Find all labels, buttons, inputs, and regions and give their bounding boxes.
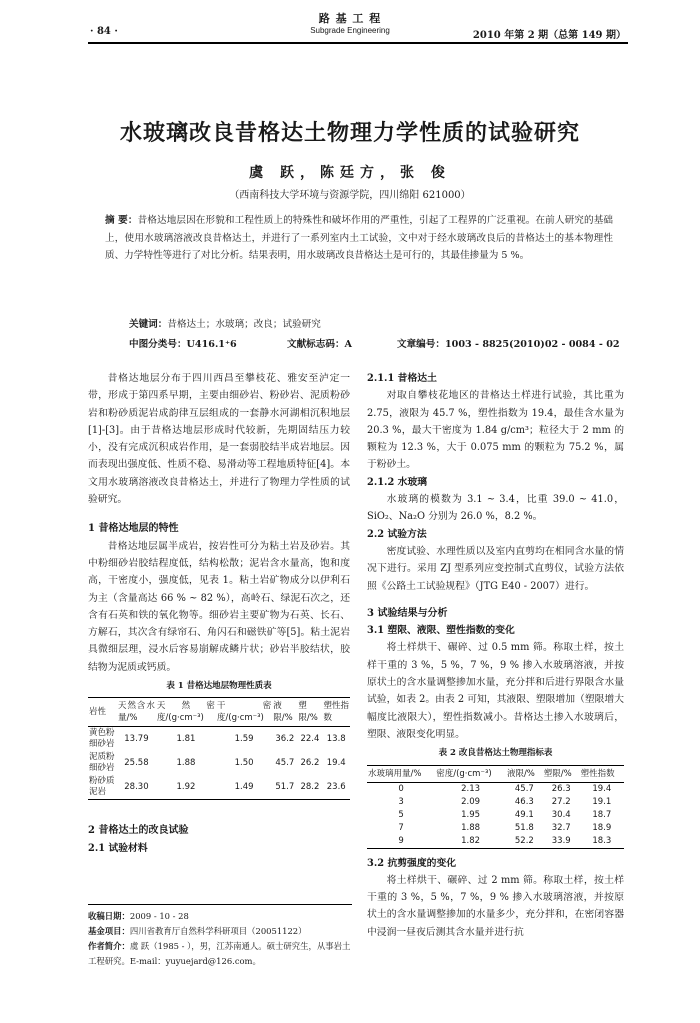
keywords-text: 昔格达土；水玻璃；改良；试验研究 xyxy=(167,319,321,330)
table-cell: 51.7 xyxy=(272,775,297,800)
left-column xyxy=(88,370,350,857)
table-header-cell: 水玻璃用量/% xyxy=(367,765,435,782)
table-cell: 49.1 xyxy=(514,809,534,820)
table-cell: 28.30 xyxy=(117,775,156,800)
table-cell: 3 xyxy=(398,796,404,807)
table-header-cell: 液限/% xyxy=(272,698,297,727)
paper-title: 水玻璃改良昔格达土物理力学性质的试验研究 xyxy=(119,120,580,146)
table-cell: 18.9 xyxy=(592,822,612,833)
table-cell: 黄色粉细砂岩 xyxy=(89,728,115,750)
table-cell: 22.4 xyxy=(300,733,320,744)
page-number: · 84 · xyxy=(90,26,118,37)
table-header-cell: 塑性指数 xyxy=(322,698,350,727)
table-cell: 52.2 xyxy=(506,835,543,849)
document-code: 文献标志码：A xyxy=(287,339,353,350)
footnote xyxy=(88,904,352,969)
table-cell: 33.9 xyxy=(543,835,580,849)
table-cell: 粉砂质泥岩 xyxy=(88,775,117,800)
section-2-1-1-text: 对取自攀枝花地区的昔格达土样进行试验，其比重为 2.75，液限为 45.7 %，塑性指数为 19.4，最佳含水量为 20.3 %，最大干密度为 1.84 g/cm³；粒径大于 2 mm 的颗粒为 12.3 %，大于 0.075 mm 的颗粒为 75.2 %，属于粉砂土。 xyxy=(367,390,624,471)
abstract-text: 昔格达地层因在形貌和工程性质上的特殊性和破坏作用的严重性，引起了工程界的广泛重视。在前人研究的基础上，使用水玻璃溶液改良昔格达土，并进行了一系列室内土工试验，文中对于经水玻璃改良后的昔格达土的基本物理性质、力学特性等进行了对比分析。结果表明，用水玻璃改良昔格达土是可行的，其最佳掺量为 5 %。 xyxy=(105,215,614,261)
table-cell: 25.58 xyxy=(124,757,149,768)
table-cell: 1.82 xyxy=(435,835,506,849)
table-header-cell: 塑限/% xyxy=(297,698,322,727)
table-cell: 27.2 xyxy=(551,796,571,807)
table-cell: 7 xyxy=(398,822,404,833)
header-rule xyxy=(88,42,628,44)
table-cell: 1.95 xyxy=(461,809,481,820)
table-cell: 1.92 xyxy=(156,775,216,800)
table-cell: 32.7 xyxy=(551,822,571,833)
section-2-2-text: 密度试验、水理性质以及室内直剪均在相同含水量的情况下进行。采用 ZJ 型系列应变控制式直剪仪，试验方法依照《公路土工试验规程》（JTG E40 - 2007）进行。 xyxy=(367,545,624,592)
table-cell: 19.1 xyxy=(592,796,612,807)
table-cell: 46.3 xyxy=(514,796,534,807)
section-2-1-1-title: 2.1.1 昔格达土 xyxy=(367,373,437,384)
table-cell: 45.7 xyxy=(275,757,295,768)
abstract xyxy=(105,212,613,265)
table-cell: 1.81 xyxy=(176,733,196,744)
table-cell: 13.8 xyxy=(326,733,346,744)
table-cell: 2.13 xyxy=(461,783,481,794)
journal-title-en: Subgrade Engineering xyxy=(310,26,390,35)
table-row xyxy=(88,727,350,752)
section-3-2-text: 将土样烘干、碾碎、过 2 mm 筛。称取土样，按土样干重的 3 %，5 %，7 %，9 % 掺入水玻璃溶液，并按原状土的含水量调整掺加的水量多少，充分拌和，在密闭容器中浸润一昼夜后测其含水量并进行抗 xyxy=(367,874,624,938)
section-1-title: 1 昔格达地层的特性 xyxy=(88,523,179,535)
table-cell: 0 xyxy=(398,783,404,794)
table-1 xyxy=(88,697,350,800)
table-row xyxy=(88,775,350,800)
table-cell: 1.49 xyxy=(216,775,272,800)
table-row xyxy=(88,751,350,775)
table-cell: 泥质粉细砂岩 xyxy=(89,752,115,774)
table-cell: 1.50 xyxy=(234,757,254,768)
issue-info: 2010 年第 2 期（总第 149 期） xyxy=(472,30,626,41)
keywords xyxy=(129,316,321,330)
table-header-cell: 塑限/% xyxy=(543,765,580,782)
table-header-cell: 密度/(g·cm⁻³) xyxy=(435,765,506,782)
journal-title: 路 基 工 程 xyxy=(318,12,382,25)
received-date: 2009 - 10 - 28 xyxy=(129,911,189,921)
table-cell: 2.09 xyxy=(461,796,481,807)
table-row xyxy=(367,809,624,822)
table-header-cell: 天然含水量/% xyxy=(117,698,156,727)
table-cell: 13.79 xyxy=(124,733,149,744)
right-column xyxy=(367,370,624,941)
table-cell: 1.88 xyxy=(176,757,196,768)
running-header xyxy=(0,6,700,42)
section-2-1-title: 2.1 试验材料 xyxy=(88,842,148,854)
table-cell: 45.7 xyxy=(514,783,534,794)
author-bio-label: 作者简介： xyxy=(88,941,130,951)
intro-paragraph: 昔格达地层分布于四川西昌至攀枝花、雅安至泸定一带，形成于第四系早期，主要由细砂岩、粉砂岩、泥质粉砂岩和粉砂质泥岩成韵律互层组成的一套静水河湖相沉积地层[1]-[3]。由于昔格达地层形成时代较新，先期固结压力较小，没有完成沉积成岩作用，是一套弱胶结半成岩地层。因而表现出强度低、性质不稳、易滑动等工程地质特征[4]。本文用水玻璃溶液改良昔格达土，并进行了物理力学性质的试验研究。 xyxy=(88,373,350,506)
keywords-label: 关键词： xyxy=(129,319,168,330)
section-3-1-text: 将土样烘干、碾碎、过 0.5 mm 筛。称取土样，按土样干重的 3 %，5 %，7 %，9 % 掺入水玻璃溶液，并按原状土的含水量调整掺加水量，充分拌和后进行界限含水量试验，如表 2。由表 2 可知，其液限、塑限增加（塑限增大幅度比液限大），塑性指数减小。昔格达土掺入水玻璃后，塑限、液限变化明显。 xyxy=(367,642,624,740)
section-2-1-2-title: 2.1.2 水玻璃 xyxy=(367,476,428,488)
table-cell: 5 xyxy=(398,809,404,820)
section-1-text: 昔格达地层属半成岩，按岩性可分为粘土岩及砂岩。其中粉细砂岩胶结程度低，结构松散；泥岩含水量高，饱和度高，干密度小，强度低，见表 1。粘土岩矿物成分以伊利石为主（含量高达 66 % ~ 82 %），高岭石、绿泥石次之，还含有石英和铁的氧化物等。细砂岩主要矿物为石英、长石、方解石，其次含有绿帘石、角闪石和磁铁矿等[5]。粘土泥岩具微细层理，浸水后容易崩解成鳞片状；砂岩半胶结状，胶结物为泥质或钙质。 xyxy=(88,540,350,673)
table-cell: 19.4 xyxy=(592,783,612,794)
table-cell: 1.59 xyxy=(234,733,254,744)
table-row xyxy=(367,835,624,849)
table-cell: 1.88 xyxy=(461,822,481,833)
table-cell: 51.8 xyxy=(514,822,534,833)
fund-text: 四川省教育厅自然科学科研项目（20051122） xyxy=(129,926,307,936)
table-cell: 23.6 xyxy=(322,775,350,800)
table-cell: 19.4 xyxy=(326,757,346,768)
table-2 xyxy=(367,765,624,849)
section-3-1-title: 3.1 塑限、液限、塑性指数的变化 xyxy=(367,625,515,637)
table-header-cell: 干密度/(g·cm⁻³) xyxy=(216,698,272,727)
section-2-1-2-text: 水玻璃的模数为 3.1 ~ 3.4，比重 39.0 ~ 41.0，SiO₂、Na₂O 分别为 26.0 %，8.2 %。 xyxy=(367,494,624,523)
received-label: 收稿日期： xyxy=(88,911,130,921)
section-2-title: 2 昔格达土的改良试验 xyxy=(88,825,189,837)
table-1-caption: 表 1 昔格达地层物理性质表 xyxy=(166,681,272,692)
authors: 虞 跃，陈廷方，张 俊 xyxy=(249,165,451,181)
abstract-label: 摘 要： xyxy=(105,215,138,226)
fund-label: 基金项目： xyxy=(88,926,130,936)
author-bio: 虞 跃（1985 - ），男，江苏南通人。硕士研究生，从事岩土工程研究。E-mail：yuyuejard@126.com。 xyxy=(88,941,351,966)
table-cell: 26.3 xyxy=(551,783,571,794)
section-2-2-title: 2.2 试验方法 xyxy=(367,528,427,540)
section-3-title: 3 试验结果与分析 xyxy=(367,607,448,619)
table-2-caption: 表 2 改良昔格达土物理指标表 xyxy=(438,748,553,759)
table-row xyxy=(367,822,624,835)
section-3-2-title: 3.2 抗剪强度的变化 xyxy=(367,857,457,869)
table-cell: 28.2 xyxy=(297,775,322,800)
table-row xyxy=(367,796,624,809)
table-cell: 18.3 xyxy=(580,835,624,849)
table-header-cell: 岩性 xyxy=(88,698,117,727)
table-cell: 36.2 xyxy=(275,733,295,744)
article-number: 文章编号：1003 - 8825(2010)02 - 0084 - 02 xyxy=(397,339,620,350)
table-cell: 18.7 xyxy=(592,809,612,820)
affiliation: （西南科技大学环境与资源学院，四川绵阳 621000） xyxy=(229,190,471,201)
clc-number: 中图分类号：U416.1⁺6 xyxy=(129,339,237,350)
table-header-cell: 天然密度/(g·cm⁻³) xyxy=(156,698,216,727)
table-header-cell: 塑性指数 xyxy=(580,765,624,782)
table-cell: 30.4 xyxy=(551,809,571,820)
table-header-cell: 液限/% xyxy=(506,765,543,782)
table-cell: 9 xyxy=(367,835,435,849)
table-cell: 26.2 xyxy=(300,757,320,768)
table-row xyxy=(367,782,624,796)
